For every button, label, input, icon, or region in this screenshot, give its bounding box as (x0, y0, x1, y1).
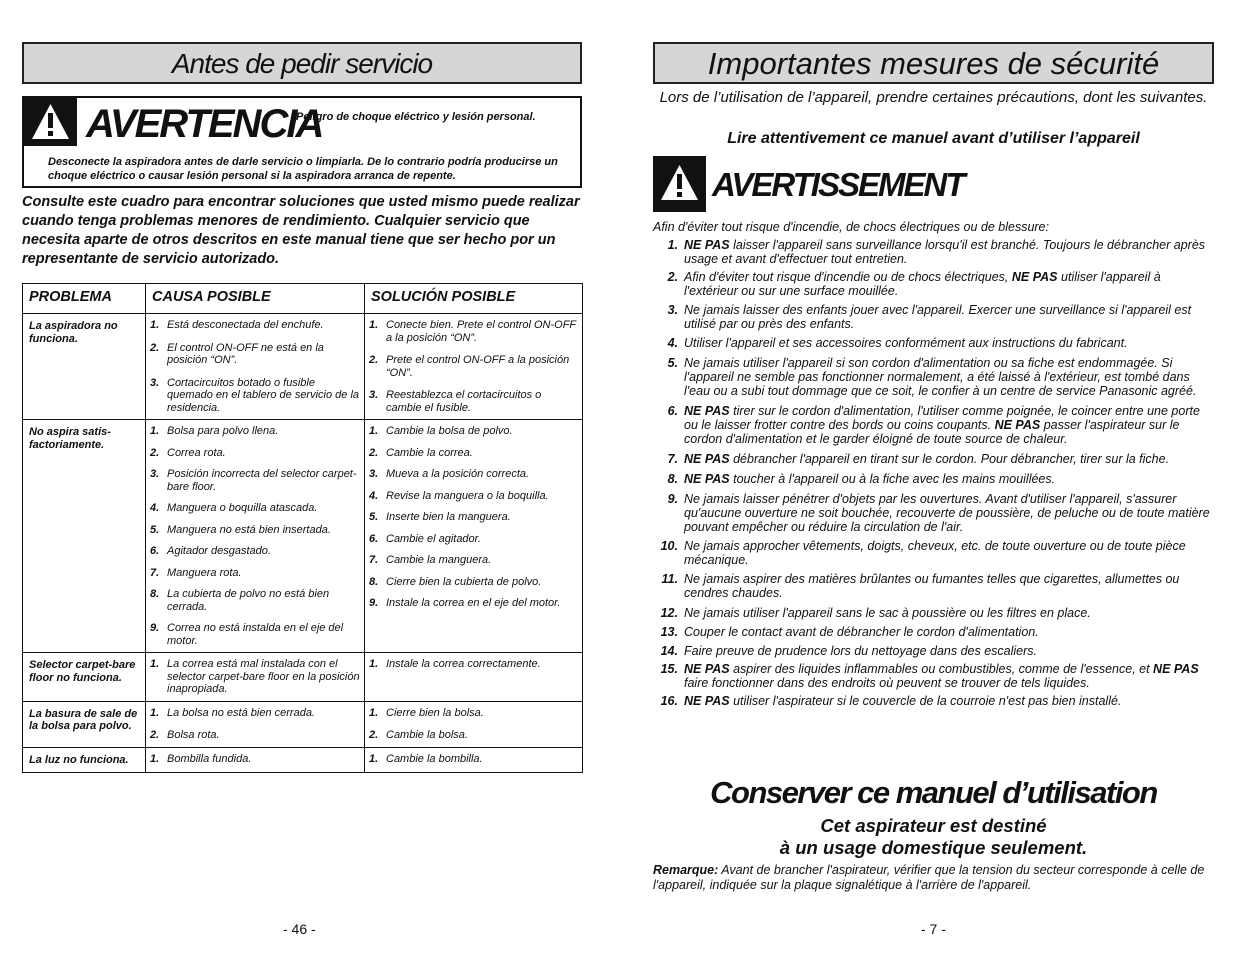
rule-segment: Couper le contact avant de débrancher le cordon d'alimentation. (684, 625, 1039, 639)
rule-emphasis: NE PAS (684, 238, 730, 252)
rule-emphasis: NE PAS (1153, 662, 1199, 676)
solution-item (369, 354, 578, 379)
warning-text: Desconecte la aspiradora antes de darle servicio o limpiarla. De lo contrario podría producirse un choque eléctrico o causar lesión personal si la aspiradora arranca de repente. (48, 156, 558, 182)
rule-number: 9. (667, 492, 678, 506)
solution-item (369, 468, 578, 481)
cause-cell (146, 701, 365, 747)
column-header-solution: SOLUCIÓN POSIBLE (365, 284, 583, 314)
solution-cell (365, 653, 583, 702)
rule-segment: passer l'aspirateur sur le cordon d'alimentation et le garder éloigné de toute source de chaleur. (684, 418, 1180, 446)
cause-item (150, 753, 360, 766)
table-row (23, 701, 583, 747)
safety-rule (653, 356, 1214, 398)
cause-cell (146, 314, 365, 420)
safety-rule (653, 606, 1214, 620)
rule-number: 2. (667, 270, 678, 284)
cause-item (150, 707, 360, 720)
solution-text: Cambie el agitador. (386, 532, 481, 545)
problem-cell: No aspira satis-factoriamente. (23, 420, 146, 653)
item-number: 2. (150, 446, 160, 459)
rule-number: 6. (667, 404, 678, 418)
cause-text: Bolsa rota. (167, 729, 220, 741)
item-number: 9. (150, 622, 160, 634)
problem-cell: La luz no funciona. (23, 747, 146, 773)
warning-subtitle: Peligro de choque eléctrico y lesión personal. (296, 111, 536, 123)
item-number: 3. (150, 468, 160, 480)
solution-text: Instale la correa en el eje del motor. (386, 597, 561, 609)
safety-rule (653, 336, 1214, 350)
item-number: 1. (369, 319, 379, 331)
rule-text (684, 644, 1214, 658)
usage-line-2: à un usage domestique seulement. (779, 837, 1088, 858)
left-page-header: Antes de pedir servicio (22, 42, 582, 84)
cause-item (150, 319, 360, 332)
warning-title-french: AVERTISSEMENT (712, 166, 964, 203)
solution-item (369, 597, 578, 610)
rule-segment: Afin d'éviter tout risque d'incendie ou de chocs électriques, (684, 270, 1012, 284)
rule-text (684, 270, 1214, 298)
rule-number: 13. (660, 625, 678, 639)
keep-manual-heading: Conserver ce manuel d’utilisation (710, 775, 1157, 810)
read-manual-notice: Lire attentivement ce manuel avant d’utiliser l’appareil (727, 130, 1140, 147)
rule-emphasis: NE PAS (684, 452, 730, 466)
cause-text: Bolsa para polvo llena. (167, 425, 279, 437)
rule-number: 10. (660, 539, 678, 553)
item-number: 1. (369, 425, 379, 437)
rule-segment: Faire preuve de prudence lors du nettoyage dans des escaliers. (684, 644, 1037, 658)
rule-number: 8. (667, 472, 678, 486)
solution-item (369, 490, 578, 503)
rule-segment: faire fonctionner dans des endroits où peuvent se trouver de tels liquides. (684, 676, 1090, 690)
cause-cell (146, 653, 365, 702)
item-number: 1. (150, 425, 160, 437)
item-number: 2. (369, 354, 379, 366)
safety-rule (653, 492, 1214, 534)
item-number: 4. (150, 502, 160, 514)
warning-title: AVERTENCIA (86, 102, 323, 146)
rule-emphasis: NE PAS (994, 418, 1041, 432)
safety-rule (653, 238, 1214, 266)
safety-rule (653, 270, 1214, 298)
rule-number: 1. (667, 238, 678, 252)
rule-text (684, 694, 1214, 708)
safety-rule (653, 539, 1214, 567)
problem-cell: Selector carpet-bare floor no funciona. (23, 653, 146, 702)
rule-segment: Ne jamais approcher vêtements, doigts, cheveux, etc. de toute ouverture ou de toute pièce mécanique. (684, 539, 1186, 567)
usage-line-1: Cet aspirateur est destiné (820, 815, 1047, 836)
rule-text (684, 336, 1214, 350)
cause-item (150, 567, 360, 580)
item-number: 1. (369, 658, 379, 670)
item-number: 2. (369, 446, 379, 459)
cause-item (150, 342, 360, 367)
solution-item (369, 707, 578, 720)
solution-text: Cierre bien la cubierta de polvo. (386, 575, 542, 588)
rule-emphasis: NE PAS (684, 694, 730, 708)
solution-text: Inserte bien la manguera. (386, 511, 511, 523)
rule-number: 3. (667, 303, 678, 317)
column-header-cause: CAUSA POSIBLE (146, 284, 365, 314)
rule-text (684, 662, 1214, 690)
rule-number: 12. (660, 606, 678, 620)
remark-text: Avant de brancher l'aspirateur, vérifier que la tension du secteur corresponde à celle de l'appareil, indiquée sur la plaque signalétique à l'arrière de l'appareil. (653, 863, 1205, 892)
rule-number: 5. (667, 356, 678, 370)
rule-segment: Ne jamais laisser des enfants jouer avec l'appareil. Exercer une surveillance si l'appareil est utilisé par ou près des enfants. (684, 303, 1192, 331)
table-row (23, 420, 583, 653)
solution-cell (365, 420, 583, 653)
cause-text: Manguera no está bien insertada. (167, 523, 331, 536)
cause-item (150, 524, 360, 537)
solution-item (369, 389, 578, 414)
rule-segment: Ne jamais utiliser l'appareil sans le sac à poussière ou les filtres en place. (684, 606, 1091, 620)
cause-item (150, 502, 360, 515)
cause-text: Posición incorrecta del selector carpet-bare floor. (167, 468, 357, 493)
rule-text (684, 472, 1214, 486)
solution-item (369, 447, 578, 460)
item-number: 9. (369, 597, 379, 609)
rule-text (684, 606, 1214, 620)
problem-cell: La aspiradora no funciona. (23, 314, 146, 420)
cause-text: Agitador desgastado. (167, 545, 271, 557)
item-number: 2. (150, 729, 160, 741)
cause-text: Cortacircuitos botado o fusible quemado en el tablero de servicio de la residencia. (167, 376, 360, 414)
rule-text (684, 492, 1214, 534)
solution-item (369, 576, 578, 589)
page-number-right: - 7 - (921, 921, 946, 937)
solution-item (369, 533, 578, 546)
warning-triangle-icon (24, 98, 77, 146)
household-use-notice (653, 815, 1214, 859)
troubleshooting-table (22, 283, 583, 773)
cause-item (150, 588, 360, 613)
item-number: 5. (150, 523, 160, 536)
rule-emphasis: NE PAS (684, 662, 730, 676)
item-number: 3. (369, 389, 379, 401)
cause-text: Manguera o boquilla atascada. (167, 502, 318, 514)
warning-box-spanish (22, 96, 582, 188)
cause-item (150, 468, 360, 493)
safety-rule (653, 662, 1214, 690)
safety-rule (653, 694, 1214, 708)
solution-text: Conecte bien. Prete el control ON-OFF a la posición “ON”. (386, 319, 576, 344)
cause-cell (146, 420, 365, 653)
rule-number: 11. (661, 572, 678, 586)
cause-item (150, 377, 360, 415)
warning-triangle-icon (653, 156, 706, 212)
cause-text: Está desconectada del enchufe. (167, 319, 324, 331)
rule-segment: tirer sur le cordon d'alimentation, l'utiliser comme poignée, le coincer entre une porte ou le laisser frotter contre des bords ou coins coupants. (684, 404, 1200, 432)
cause-text: Manguera rota. (167, 566, 242, 579)
rule-segment: Ne jamais utiliser l'appareil si son cordon d'alimentation ou sa fiche est endommagée. Si l'appareil ne semble pas fonctionner normalement, a été laissé à l'extérieur, est tombé dans l'eau ou a subi tout dommage que ce soit, le confier à un centre de service Panasonic agréé. (684, 356, 1197, 398)
risk-intro: Afin d'éviter tout risque d'incendie, de chocs électriques ou de blessure: (653, 220, 1049, 234)
precautions-intro: Lors de l’utilisation de l’appareil, prendre certaines précautions, dont les suivantes. (659, 89, 1208, 106)
safety-rule (653, 303, 1214, 331)
rule-segment: utiliser l'aspirateur si le couvercle de la courroie n'est pas bien installé. (729, 694, 1122, 708)
cause-text: La correa está mal instalada con el selector carpet-bare floor en la posición inapropiada. (167, 658, 360, 695)
item-number: 7. (369, 554, 379, 566)
cause-text: Correa rota. (167, 446, 226, 459)
item-number: 6. (150, 545, 160, 557)
safety-rule (653, 472, 1214, 486)
rule-text (684, 356, 1214, 398)
rule-number: 15. (660, 662, 678, 676)
cause-text: Correa no está instalda en el eje del motor. (167, 622, 344, 647)
item-number: 7. (150, 566, 160, 579)
table-row (23, 653, 583, 702)
solution-item (369, 425, 578, 438)
solution-item (369, 511, 578, 524)
item-number: 1. (150, 706, 160, 719)
remark-label: Remarque: (653, 863, 719, 877)
item-number: 5. (369, 511, 379, 523)
cause-cell (146, 747, 365, 773)
solution-cell (365, 747, 583, 773)
rule-text (684, 572, 1214, 600)
rule-segment: débrancher l'appareil en tirant sur le cordon. Pour débrancher, tirer sur la fiche. (729, 452, 1170, 466)
rule-segment: laisser l'appareil sans surveillance lorsqu'il est branché. Toujours le débrancher après usage et avant d'effectuer tout entretien. (684, 238, 1206, 266)
rule-emphasis: NE PAS (1011, 270, 1058, 284)
item-number: 1. (369, 706, 379, 719)
item-number: 2. (150, 341, 160, 354)
rule-number: 4. (667, 336, 678, 350)
cause-text: Bombilla fundida. (167, 752, 252, 765)
solution-text: Reestablezca el cortacircuitos o cambie el fusible. (386, 389, 542, 414)
solution-text: Cambie la bolsa. (386, 729, 468, 741)
rule-segment: aspirer des liquides inflammables ou combustibles, comme de l'essence, et (729, 662, 1154, 676)
solution-text: Cambie la correa. (386, 446, 473, 459)
cause-text: La bolsa no está bien cerrada. (167, 706, 315, 719)
rule-number: 14. (660, 644, 678, 658)
cause-text: El control ON-OFF ne está en la posición “ON”. (167, 341, 324, 366)
rule-text (684, 238, 1214, 266)
rule-emphasis: NE PAS (684, 404, 730, 418)
cause-item (150, 729, 360, 742)
solution-text: Cambie la bolsa de polvo. (386, 425, 513, 437)
solution-text: Prete el control ON-OFF a la posición “ON”. (386, 354, 570, 379)
table-row (23, 314, 583, 420)
solution-text: Cierre bien la bolsa. (386, 706, 484, 719)
solution-item (369, 319, 578, 344)
safety-rule (653, 572, 1214, 600)
cause-item (150, 545, 360, 558)
rule-segment: Ne jamais laisser pénétrer d'objets par les ouvertures. Avant d'utiliser l'appareil, s'assurer qu'aucune ouverture ne soit bouchée, recouverte de poussière, de peluche ou de toute matière pouvant empêcher ou réduire la circulation de l'air. (684, 492, 1210, 534)
rule-segment: utiliser l'appareil à l'extérieur ou sur une surface mouillée. (684, 270, 1161, 298)
safety-rule (653, 644, 1214, 658)
safety-rule (653, 404, 1214, 446)
item-number: 2. (369, 729, 379, 741)
page-number-left: - 46 - (283, 921, 316, 937)
solution-text: Cambie la bombilla. (386, 752, 483, 765)
solution-text: Mueva a la posición correcta. (386, 468, 530, 480)
solution-item (369, 753, 578, 766)
solution-item (369, 554, 578, 567)
item-number: 3. (150, 376, 160, 389)
remark-paragraph (653, 863, 1214, 893)
solution-item (369, 729, 578, 742)
rule-segment: toucher à l'appareil ou à la fiche avec les mains mouillées. (729, 472, 1056, 486)
right-page-header: Importantes mesures de sécurité (653, 42, 1214, 84)
rule-segment: Utiliser l'appareil et ses accessoires conformément aux instructions du fabricant. (684, 336, 1128, 350)
solution-cell (365, 701, 583, 747)
item-number: 3. (369, 468, 379, 480)
solution-text: Revise la manguera o la boquilla. (386, 489, 549, 502)
solution-text: Instale la correa correctamente. (386, 658, 541, 670)
item-number: 1. (150, 319, 160, 331)
rule-number: 16. (660, 694, 678, 708)
item-number: 6. (369, 532, 379, 545)
cause-item (150, 425, 360, 438)
solution-text: Cambie la manguera. (386, 554, 492, 566)
rule-number: 7. (667, 452, 678, 466)
solution-item (369, 658, 578, 671)
cause-item (150, 622, 360, 647)
safety-rule (653, 625, 1214, 639)
rule-emphasis: NE PAS (684, 472, 730, 486)
cause-item (150, 658, 360, 696)
item-number: 4. (369, 489, 379, 502)
problem-cell: La basura de sale de la bolsa para polvo. (23, 701, 146, 747)
item-number: 1. (369, 752, 379, 765)
rule-text (684, 452, 1214, 466)
item-number: 1. (150, 752, 160, 765)
item-number: 8. (369, 575, 379, 588)
item-number: 8. (150, 588, 160, 600)
rule-text (684, 404, 1214, 446)
table-row (23, 747, 583, 773)
intro-paragraph: Consulte este cuadro para encontrar soluciones que usted mismo puede realizar cuando tenga problemas menores de rendimiento. Cualquier servicio que necesita aparte de otros descritos en este manual tiene que ser hecho por un representante de servicio autorizado. (22, 194, 580, 267)
safety-rule (653, 452, 1214, 466)
solution-cell (365, 314, 583, 420)
cause-text: La cubierta de polvo no está bien cerrada. (167, 588, 330, 613)
rule-text (684, 539, 1214, 567)
cause-item (150, 447, 360, 460)
item-number: 1. (150, 658, 160, 670)
rule-text (684, 625, 1214, 639)
column-header-problem: PROBLEMA (23, 284, 146, 314)
safety-rules-list (653, 238, 1214, 708)
rule-text (684, 303, 1214, 331)
rule-segment: Ne jamais aspirer des matières brûlantes ou fumantes telles que cigarettes, allumettes ou cendres chaudes. (684, 572, 1180, 600)
